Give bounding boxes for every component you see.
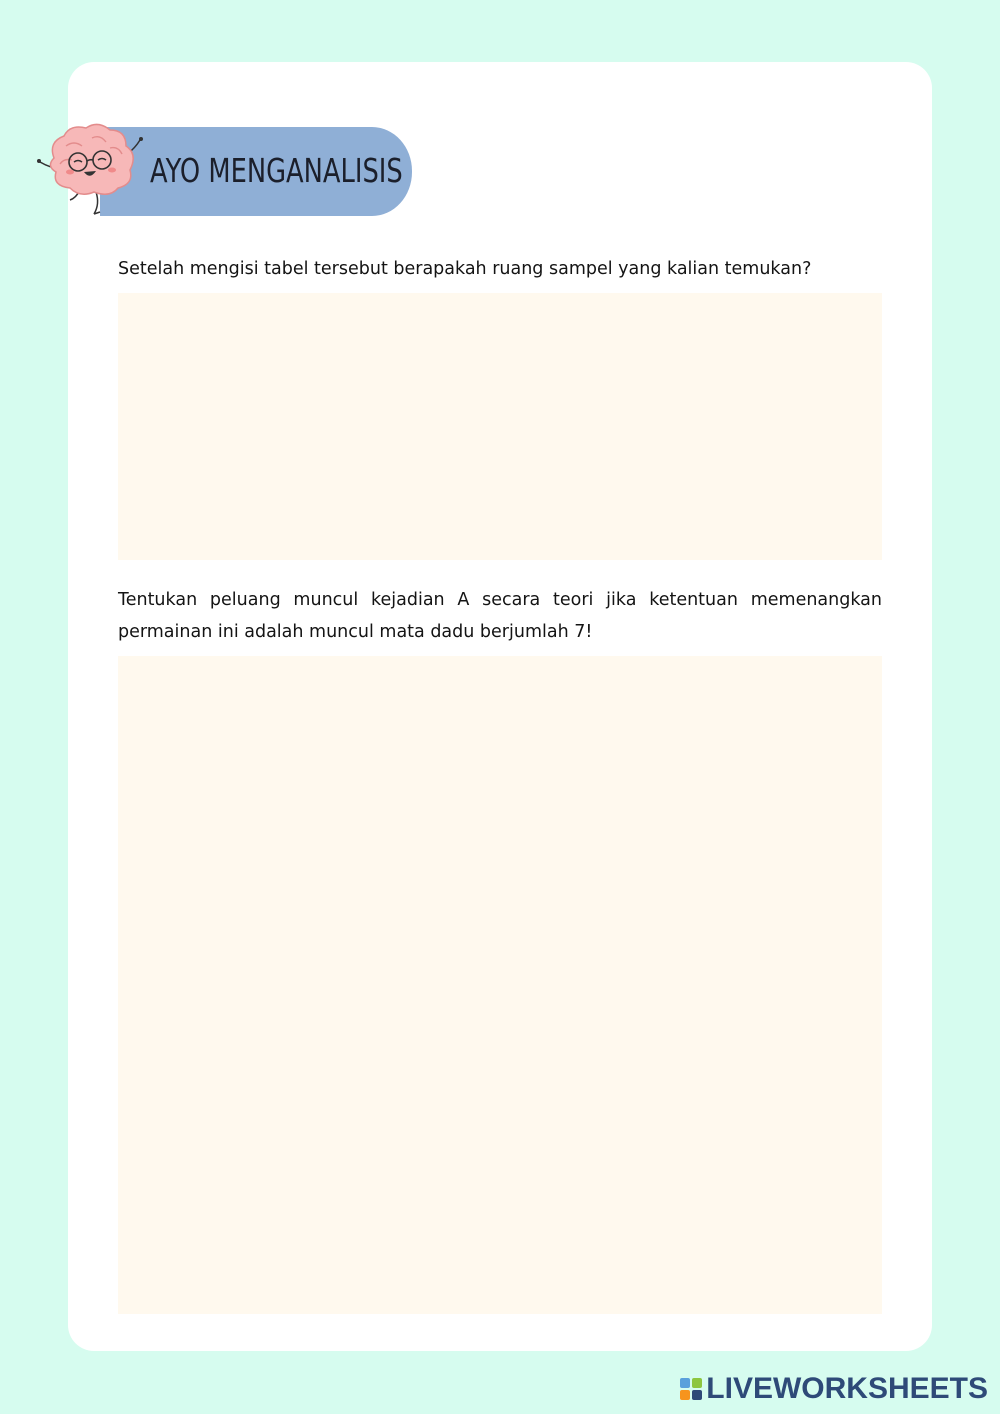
question-2-text: Tentukan peluang muncul kejadian A secara teori jika ketentuan memenangkan permainan ini adalah muncul mata dadu berjumlah 7!	[118, 590, 882, 642]
question-1-text: Setelah mengisi tabel tersebut berapakah ruang sampel yang kalian temukan?	[118, 259, 812, 279]
brand-name: LIVEWORKSHEETS	[706, 1372, 988, 1405]
answer-box-1[interactable]	[118, 293, 882, 560]
banner-title: AYO MENGANALISIS	[150, 151, 403, 190]
liveworksheets-logo-icon	[680, 1378, 702, 1400]
brain-mascot-icon	[30, 118, 150, 220]
liveworksheets-logo	[680, 1372, 988, 1406]
answer-box-2[interactable]	[118, 656, 882, 1314]
